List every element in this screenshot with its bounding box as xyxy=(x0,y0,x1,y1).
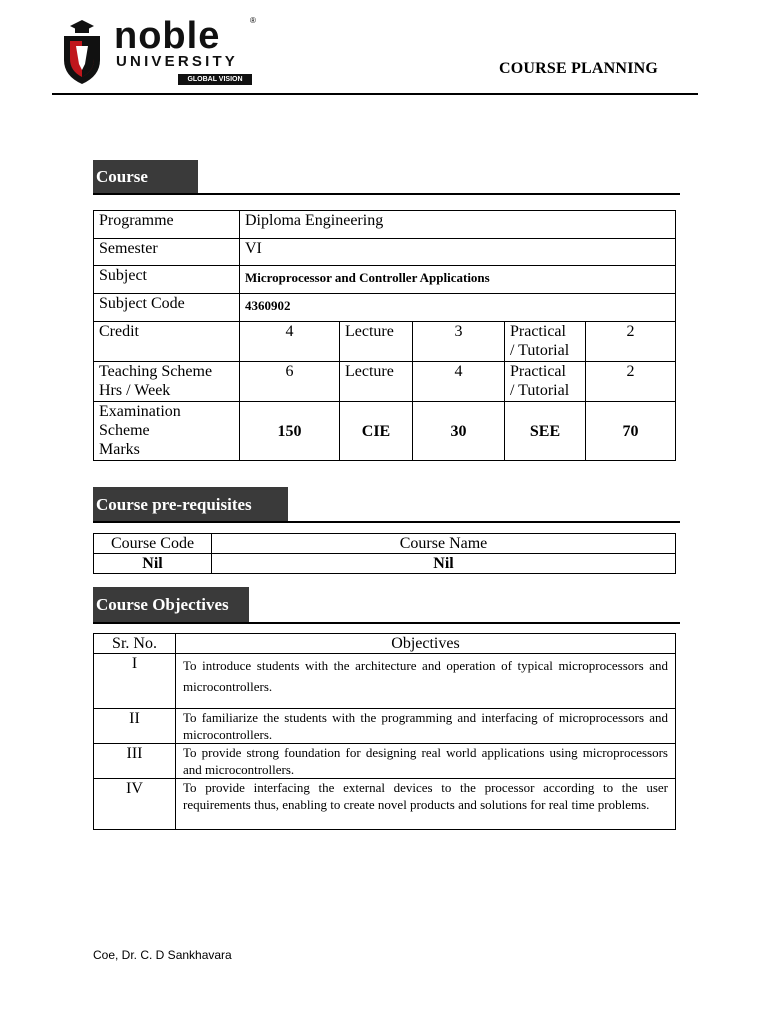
exam-cie-value: 30 xyxy=(413,402,505,461)
subject-value: Microprocessor and Controller Applications xyxy=(240,266,676,294)
objectives-table xyxy=(93,633,676,830)
teaching-practical-label-line2: / Tutorial xyxy=(510,382,570,399)
prereq-col-name: Course Name xyxy=(212,534,676,554)
programme-value: Diploma Engineering xyxy=(240,211,676,239)
credit-practical-label-line1: Practical xyxy=(510,323,566,340)
exam-scheme-label-line1: Examination xyxy=(99,403,181,420)
objectives-section-label: Course Objectives xyxy=(93,587,249,623)
prereq-col-code: Course Code xyxy=(94,534,212,554)
objectives-col-obj: Objectives xyxy=(176,634,676,654)
course-section-rule xyxy=(93,193,680,195)
logo-university: UNIVERSITY xyxy=(116,53,239,70)
footer-text: Coe, Dr. C. D Sankhavara xyxy=(93,948,232,962)
subject-code-label: Subject Code xyxy=(94,294,240,322)
objective-sr: III xyxy=(94,744,176,779)
noble-university-logo xyxy=(60,16,260,88)
course-table xyxy=(93,210,676,461)
logo-brand: noble xyxy=(114,15,221,57)
header-divider xyxy=(52,93,698,95)
prerequisites-section-label: Course pre-requisites xyxy=(93,487,288,522)
course-section-label: Course xyxy=(93,160,198,194)
exam-scheme-label-line2: Scheme xyxy=(99,422,150,439)
objective-sr: II xyxy=(94,709,176,744)
exam-see-value: 70 xyxy=(586,402,676,461)
teaching-practical-value: 2 xyxy=(586,362,676,402)
teaching-scheme-label xyxy=(94,362,240,402)
prerequisites-section-rule xyxy=(93,521,680,523)
semester-value: VI xyxy=(240,239,676,266)
programme-label: Programme xyxy=(94,211,240,239)
objective-sr: I xyxy=(94,654,176,709)
teaching-scheme-value: 6 xyxy=(240,362,340,402)
exam-cie-label: CIE xyxy=(340,402,413,461)
objective-text: To provide strong foundation for designing real world applications using microprocessors and microcontrollers. xyxy=(176,744,676,779)
teaching-scheme-label-line1: Teaching Scheme xyxy=(99,363,213,380)
logo-tagline: GLOBAL VISION xyxy=(178,74,252,85)
subject-code-value: 4360902 xyxy=(240,294,676,322)
prereq-code-value: Nil xyxy=(94,554,212,574)
credit-value: 4 xyxy=(240,322,340,362)
prerequisites-table xyxy=(93,533,676,574)
subject-label: Subject xyxy=(94,266,240,294)
objective-text: To provide interfacing the external devices to the processor according to the user requirements thus, enabling to create novel products and solutions for real time problems. xyxy=(176,779,676,830)
prereq-name-value: Nil xyxy=(212,554,676,574)
teaching-practical-label-line1: Practical xyxy=(510,363,566,380)
objective-sr: IV xyxy=(94,779,176,830)
exam-see-label: SEE xyxy=(505,402,586,461)
objective-text: To introduce students with the architecture and operation of typical microprocessors and microcontrollers. xyxy=(176,654,676,709)
credit-lecture-value: 3 xyxy=(413,322,505,362)
exam-total-value: 150 xyxy=(240,402,340,461)
semester-label: Semester xyxy=(94,239,240,266)
exam-scheme-label xyxy=(94,402,240,461)
objectives-col-sr: Sr. No. xyxy=(94,634,176,654)
credit-practical-label-line2: / Tutorial xyxy=(510,342,570,359)
credit-practical-value: 2 xyxy=(586,322,676,362)
credit-label: Credit xyxy=(94,322,240,362)
teaching-scheme-label-line2: Hrs / Week xyxy=(99,382,171,399)
objectives-section-rule xyxy=(93,622,680,624)
teaching-practical-label xyxy=(505,362,586,402)
objective-text: To familiarize the students with the programming and interfacing of microprocessors and microcontrollers. xyxy=(176,709,676,744)
registered-mark: ® xyxy=(250,16,256,25)
teaching-lecture-value: 4 xyxy=(413,362,505,402)
exam-scheme-label-line3: Marks xyxy=(99,441,140,458)
credit-practical-label xyxy=(505,322,586,362)
teaching-lecture-label: Lecture xyxy=(340,362,413,402)
credit-lecture-label: Lecture xyxy=(340,322,413,362)
page-title: COURSE PLANNING xyxy=(499,60,659,77)
